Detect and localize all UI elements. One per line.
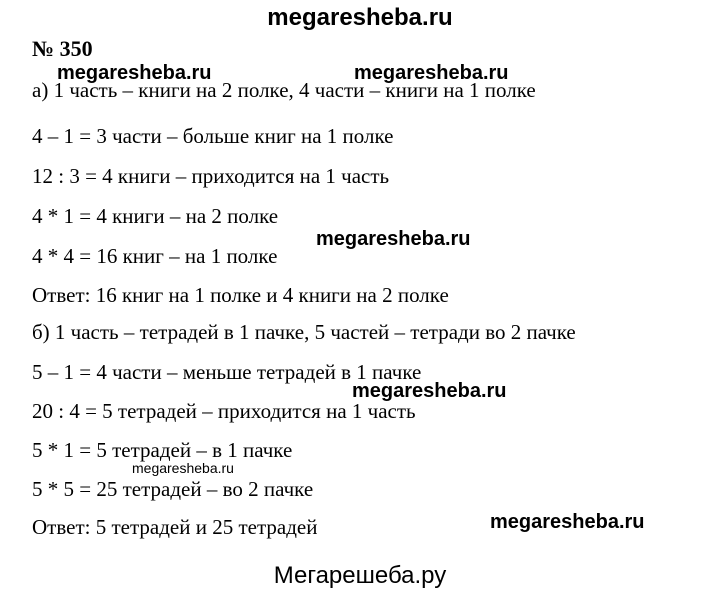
solution-line-3: 12 : 3 = 4 книги – приходится на 1 часть [32,164,390,188]
watermark-d: megaresheba.ru [352,380,507,402]
watermark-a: megaresheba.ru [57,62,212,84]
watermark-b: megaresheba.ru [354,62,509,84]
task-number: № 350 [32,36,93,61]
watermark-c: megaresheba.ru [316,228,471,250]
watermark-f: megaresheba.ru [490,511,645,533]
solution-line-5: 4 * 4 = 16 книг – на 1 полке [32,244,278,268]
solution-line-8: 5 – 1 = 4 части – меньше тетрадей в 1 пачке [32,360,422,384]
watermark-bottom: Мегарешеба.ру [273,562,447,589]
solution-line-9: 20 : 4 = 5 тетрадей – приходится на 1 часть [32,399,416,423]
watermark-top: megaresheba.ru [267,4,453,31]
solution-line-2: 4 – 1 = 3 части – больше книг на 1 полке [32,124,394,148]
solution-line-10: 5 * 1 = 5 тетрадей – в 1 пачке [32,438,293,462]
solution-line-11: 5 * 5 = 25 тетрадей – во 2 пачке [32,477,314,501]
answer-a: Ответ: 16 книг на 1 полке и 4 книги на 2 полке [32,283,449,307]
solution-line-1: а) 1 часть – книги на 2 полке, 4 части – книги на 1 полке [32,78,536,102]
solution-line-4: 4 * 1 = 4 книги – на 2 полке [32,204,279,228]
watermark-e: megaresheba.ru [132,460,234,476]
solution-line-7: б) 1 часть – тетрадей в 1 пачке, 5 частей – тетради во 2 пачке [32,320,576,344]
answer-b: Ответ: 5 тетрадей и 25 тетрадей [32,515,318,539]
